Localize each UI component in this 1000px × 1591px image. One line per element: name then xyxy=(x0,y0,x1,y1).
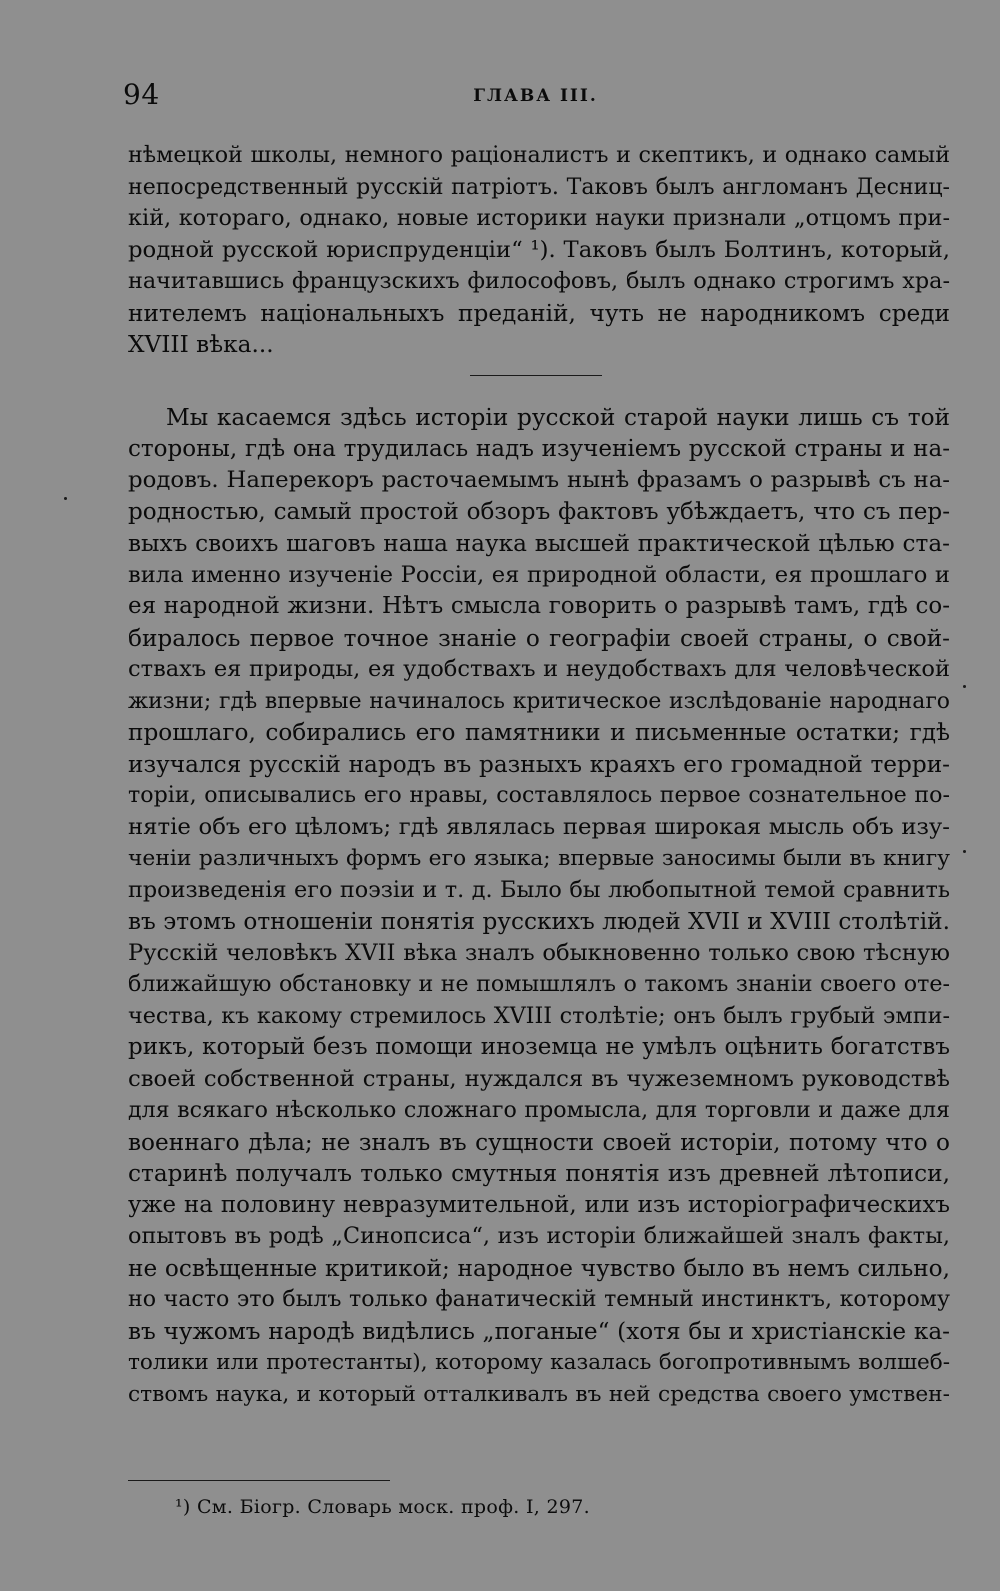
text-line: стороны, гдѣ она трудилась надъ изученіемъ русской страны и на- xyxy=(128,435,950,462)
text-line: XVIII вѣка... xyxy=(128,331,274,358)
text-line: нѣмецкой школы, немного раціоналистъ и скептикъ, и однако самый xyxy=(128,142,950,168)
text-line: но часто это былъ только фанатическій темный инстинктъ, которому xyxy=(128,1286,950,1312)
text-line: толики или протестанты), которому казалась богопротивнымъ волшеб- xyxy=(128,1350,950,1375)
text-line: рикъ, который безъ помощи иноземца не умѣлъ оцѣнить богатствъ xyxy=(128,1034,950,1060)
text-line: родной русской юриспруденціи“ ¹). Таковъ былъ Болтинъ, который, xyxy=(128,236,950,263)
text-line: вила именно изученіе Россіи, ея природной области, ея прошлаго и xyxy=(128,561,950,588)
text-line: родовъ. Наперекоръ расточаемымъ нынѣ фразамъ о разрывѣ съ на- xyxy=(128,467,950,493)
text-line: чества, къ какому стремилось XVIII столѣтіе; онъ былъ грубый эмпи- xyxy=(128,1002,950,1029)
text-line: ствомъ наука, и который отталкивалъ въ ней средства своего умствен- xyxy=(128,1381,950,1407)
footnote: ¹) См. Біогр. Словарь моск. проф. I, 297. xyxy=(175,1496,590,1518)
text-line: биралось первое точное знаніе о географіи своей страны, о свой- xyxy=(128,624,950,652)
text-line: изучался русскій народъ въ разныхъ краяхъ его громадной терри- xyxy=(128,750,950,778)
text-line: своей собственной страны, нуждался въ чужеземномъ руководствѣ xyxy=(128,1065,950,1092)
print-speck xyxy=(963,685,966,688)
text-line: торіи, описывались его нравы, составлялось первое сознательное по- xyxy=(128,782,950,808)
paragraph-1 xyxy=(128,140,950,361)
page-header xyxy=(123,78,948,118)
text-line: ея народной жизни. Нѣтъ смысла говорить о разрывѣ тамъ, гдѣ со- xyxy=(128,593,950,619)
print-speck xyxy=(64,497,67,500)
text-line: въ чужомъ народѣ видѣлись „поганые“ (хотя бы и христіанскіе ка- xyxy=(128,1317,950,1345)
text-line: въ этомъ отношеніи понятія русскихъ людей XVII и XVIII столѣтій. xyxy=(128,908,950,935)
paragraph-2 xyxy=(128,402,950,1410)
print-speck xyxy=(963,850,966,853)
text-line: нителемъ національныхъ преданій, чуть не народникомъ среди xyxy=(128,299,950,327)
footnote-divider xyxy=(128,1480,390,1481)
text-line: уже на половину невразумительной, или изъ исторіографическихъ xyxy=(128,1191,950,1218)
text-line: непосредственный русскій патріотъ. Таковъ былъ англоманъ Десниц- xyxy=(128,174,950,200)
text-line: жизни; гдѣ впервые начиналось критическое изслѣдованіе народнаго xyxy=(128,688,950,714)
text-line: кій, котораго, однако, новые историки науки признали „отцомъ при- xyxy=(128,205,950,231)
page-number: 94 xyxy=(123,78,160,111)
chapter-title: ГЛАВА III. xyxy=(473,86,598,106)
text-line: Русскій человѣкъ XVII вѣка зналъ обыкновенно только свою тѣсную xyxy=(128,939,950,966)
text-line: ближайшую обстановку и не помышлялъ о такомъ знаніи своего оте- xyxy=(128,971,950,997)
text-line: ствахъ ея природы, ея удобствахъ и неудобствахъ для человѣческой xyxy=(128,656,950,682)
text-line: произведенія его поэзіи и т. д. Было бы любопытной темой сравнить xyxy=(128,876,950,903)
text-line: начитавшись французскихъ философовъ, былъ однако строгимъ хра- xyxy=(128,268,950,294)
text-line: ченіи различныхъ формъ его языка; впервые заносимы были въ книгу xyxy=(128,846,950,871)
text-line: военнаго дѣла; не зналъ въ сущности своей исторіи, потому что о xyxy=(128,1128,950,1156)
text-line: Мы касаемся здѣсь исторіи русской старой науки лишь съ той xyxy=(166,404,950,431)
text-line: прошлаго, собирались его памятники и письменные остатки; гдѣ xyxy=(128,719,950,746)
text-line: для всякаго нѣсколько сложнаго промысла, для торговли и даже для xyxy=(128,1097,950,1123)
text-line: опытовъ въ родѣ „Синопсиса“, изъ исторіи ближайшей зналъ факты, xyxy=(128,1223,950,1249)
text-line: родностью, самый простой обзоръ фактовъ убѣждаетъ, что съ пер- xyxy=(128,498,950,525)
section-divider xyxy=(470,375,602,376)
text-line: выхъ своихъ шаговъ наша наука высшей практической цѣлью ста- xyxy=(128,530,950,557)
text-line: старинѣ получалъ только смутныя понятія изъ древней лѣтописи, xyxy=(128,1160,950,1187)
text-line: не освѣщенные критикой; народное чувство было въ немъ сильно, xyxy=(128,1254,950,1282)
text-line: нятіе объ его цѣломъ; гдѣ являлась первая широкая мысль объ изу- xyxy=(128,813,950,840)
